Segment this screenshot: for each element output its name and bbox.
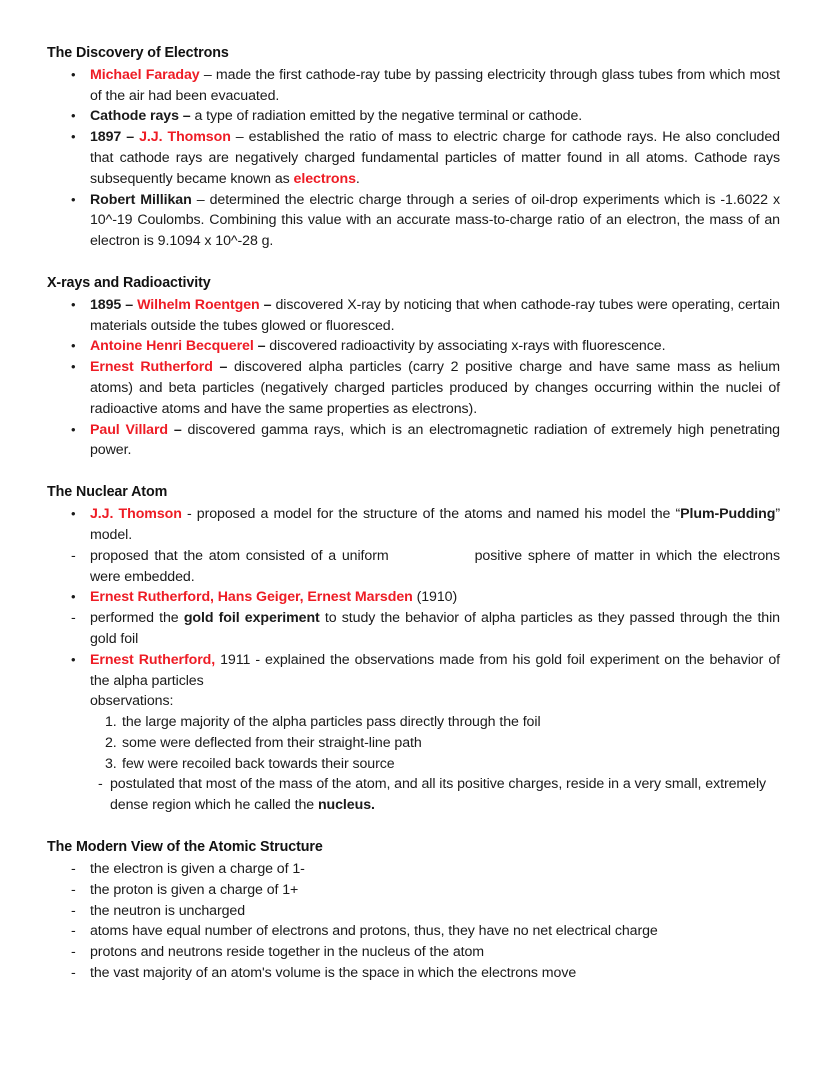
- list-item: [47, 608, 780, 650]
- postulate-body: postulated that most of the mass of the atom, and all its positive charges, reside in a very small, extremely dense region which he called the: [110, 776, 767, 814]
- item-body: the vast majority of an atom's volume is the space in which the electrons move: [90, 964, 577, 981]
- dash-separator: –: [168, 421, 188, 438]
- person-name: Ernest Rutherford,: [90, 651, 216, 668]
- section-heading: The Nuclear Atom: [47, 484, 168, 501]
- dash-separator: –: [121, 296, 138, 313]
- item-body: protons and neutrons reside together in the nucleus of the atom: [90, 944, 485, 961]
- observation-text: the large majority of the alpha particles pass directly through the foil: [122, 714, 541, 731]
- year-label: 1897: [90, 129, 122, 146]
- bullet-marker: [71, 420, 85, 441]
- list-item: [47, 190, 780, 252]
- bullet-marker: [71, 127, 85, 148]
- person-name: J.J. Thomson: [90, 506, 182, 523]
- dash-separator: –: [253, 338, 270, 355]
- section-heading: X-rays and Radioactivity: [47, 275, 211, 292]
- dash-marker: -: [98, 776, 103, 793]
- dash-list: [47, 859, 780, 984]
- observations-label: observations:: [90, 693, 174, 710]
- list-item: [47, 901, 780, 922]
- bullet-marker: [71, 295, 85, 316]
- bullet-marker: [71, 65, 85, 86]
- person-name: Robert Millikan: [90, 191, 192, 208]
- observation-item: [105, 754, 780, 775]
- year-label: (1910): [412, 589, 458, 606]
- section-nuclear-atom: [47, 483, 780, 816]
- observation-number: 1.: [105, 714, 117, 731]
- person-name: Michael Faraday: [90, 66, 200, 83]
- list-item: [47, 880, 780, 901]
- bullet-marker: [71, 504, 85, 525]
- item-body: the neutron is uncharged: [90, 902, 246, 919]
- dash-marker: [71, 608, 85, 629]
- observations-list: [90, 712, 780, 774]
- person-names: Ernest Rutherford, Hans Geiger, Ernest Marsden: [90, 589, 413, 606]
- person-name: Antoine Henri Becquerel: [90, 338, 254, 355]
- section-heading: The Discovery of Electrons: [47, 45, 229, 61]
- year-label: 1895: [90, 296, 122, 313]
- person-name: J.J. Thomson: [139, 129, 231, 146]
- dash-marker: [71, 880, 85, 901]
- list-item: [47, 921, 780, 942]
- item-body: 1911 - explained the observations made from his gold foil experiment on the behavior of the alpha particles: [90, 651, 780, 689]
- item-body-continued: positive sphere of matter in which the electrons were embedded.: [90, 547, 780, 585]
- nucleus-term: nucleus.: [317, 797, 375, 814]
- experiment-name: gold foil experiment: [183, 610, 320, 627]
- observation-item: [105, 733, 780, 754]
- observation-number: 2.: [105, 734, 117, 751]
- section-xrays-and-radioactivity: [47, 274, 780, 461]
- bullet-marker: [71, 190, 85, 211]
- observation-number: 3.: [105, 755, 117, 772]
- dash-marker: [71, 901, 85, 922]
- item-body: made the first cathode-ray tube by passing electricity through glass tubes from which most of the air had been evacuated.: [90, 66, 780, 104]
- item-body: determined the electric charge through a series of oil-drop experiments which is -1.6022 x 10^-19 Coulombs. Combining this value with an accurate mass-to-charge ratio of an electron, the mass of an electron is 9.1094 x 10^-28 g.: [90, 191, 780, 250]
- dash-marker: [71, 942, 85, 963]
- model-name: Plum-Pudding: [680, 506, 776, 523]
- observation-text: some were deflected from their straight-line path: [122, 734, 422, 751]
- item-body-continued: to study the behavior of alpha particles as they passed through the thin gold foil: [90, 610, 780, 647]
- item-body: the proton is given a charge of 1+: [90, 881, 299, 898]
- bullet-list: [47, 504, 780, 691]
- dash-marker: [71, 546, 85, 567]
- list-item: [47, 963, 780, 984]
- dash-separator: –: [199, 66, 216, 83]
- section-discovery-of-electrons: [47, 44, 780, 252]
- dash-separator: –: [212, 359, 234, 376]
- observation-text: few were recoiled back towards their source: [122, 755, 395, 772]
- list-item: [47, 587, 780, 608]
- term-label: Cathode rays: [90, 108, 179, 125]
- dash-separator: –: [230, 129, 249, 146]
- dash-marker: [71, 859, 85, 880]
- dash-separator: –: [259, 296, 276, 313]
- bullet-marker: [71, 650, 85, 671]
- dash-separator: -: [181, 506, 197, 523]
- dash-separator: –: [191, 191, 210, 208]
- item-tail: ” model.: [90, 506, 780, 543]
- bullet-list: [47, 65, 780, 252]
- item-body: proposed that the atom consisted of a uniform: [90, 547, 389, 564]
- item-tail: .: [355, 170, 360, 187]
- bullet-marker: [71, 357, 85, 378]
- dash-separator: –: [121, 129, 140, 146]
- person-name: Wilhelm Roentgen: [137, 296, 260, 313]
- dash-marker: [71, 963, 85, 984]
- list-item: [47, 942, 780, 963]
- list-item: [47, 65, 780, 107]
- observation-item: [105, 712, 780, 733]
- item-body: discovered radioactivity by associating x-rays with fluorescence.: [269, 338, 666, 355]
- item-body: established the ratio of mass to electric charge for cathode rays. He also concluded that cathode rays are negatively charged fundamental particles of matter found in all atoms. Cathode rays subsequently became known as: [90, 129, 780, 187]
- item-body: proposed a model for the structure of the atoms and named his model the “: [196, 506, 681, 523]
- item-body: a type of radiation emitted by the negative terminal or cathode.: [194, 108, 583, 125]
- section-modern-view-atomic-structure: [47, 838, 780, 984]
- person-name: Paul Villard: [90, 421, 169, 438]
- list-item: [47, 420, 780, 462]
- list-item: [47, 859, 780, 880]
- item-body: discovered alpha particles (carry 2 positive charge and have same mass as helium atoms) and beta particles (negatively charged particles produced by changes occurring within the nuclei of radioactive atoms and have the same properties as electrons).: [90, 359, 781, 417]
- bullet-marker: [71, 587, 85, 608]
- list-item: [47, 295, 780, 337]
- item-body: discovered gamma rays, which is an electromagnetic radiation of extremely high penetrating power.: [90, 421, 780, 459]
- section-heading: The Modern View of the Atomic Structure: [47, 839, 323, 856]
- list-item: [47, 127, 780, 189]
- item-body: the electron is given a charge of 1-: [90, 860, 305, 877]
- item-body: discovered X-ray by noticing that when cathode-ray tubes were operating, certain materials outside the tubes glowed or fluoresced.: [90, 296, 780, 334]
- dash-marker: [71, 921, 85, 942]
- list-item: [47, 546, 780, 588]
- item-body: performed the: [90, 610, 184, 627]
- item-body: atoms have equal number of electrons and protons, thus, they have no net electrical charge: [90, 923, 658, 940]
- list-item: [47, 504, 780, 546]
- bullet-marker: [71, 106, 85, 127]
- list-item: [47, 106, 780, 127]
- observations-block: [47, 691, 780, 816]
- dash-separator: –: [178, 108, 195, 125]
- list-item: [47, 650, 780, 692]
- bullet-list: [47, 295, 780, 461]
- list-item: [47, 336, 780, 357]
- person-name: Ernest Rutherford: [90, 359, 213, 376]
- bullet-marker: [71, 336, 85, 357]
- list-item: [47, 357, 780, 419]
- highlight-term: electrons: [293, 170, 356, 187]
- postulate-note: [98, 774, 780, 816]
